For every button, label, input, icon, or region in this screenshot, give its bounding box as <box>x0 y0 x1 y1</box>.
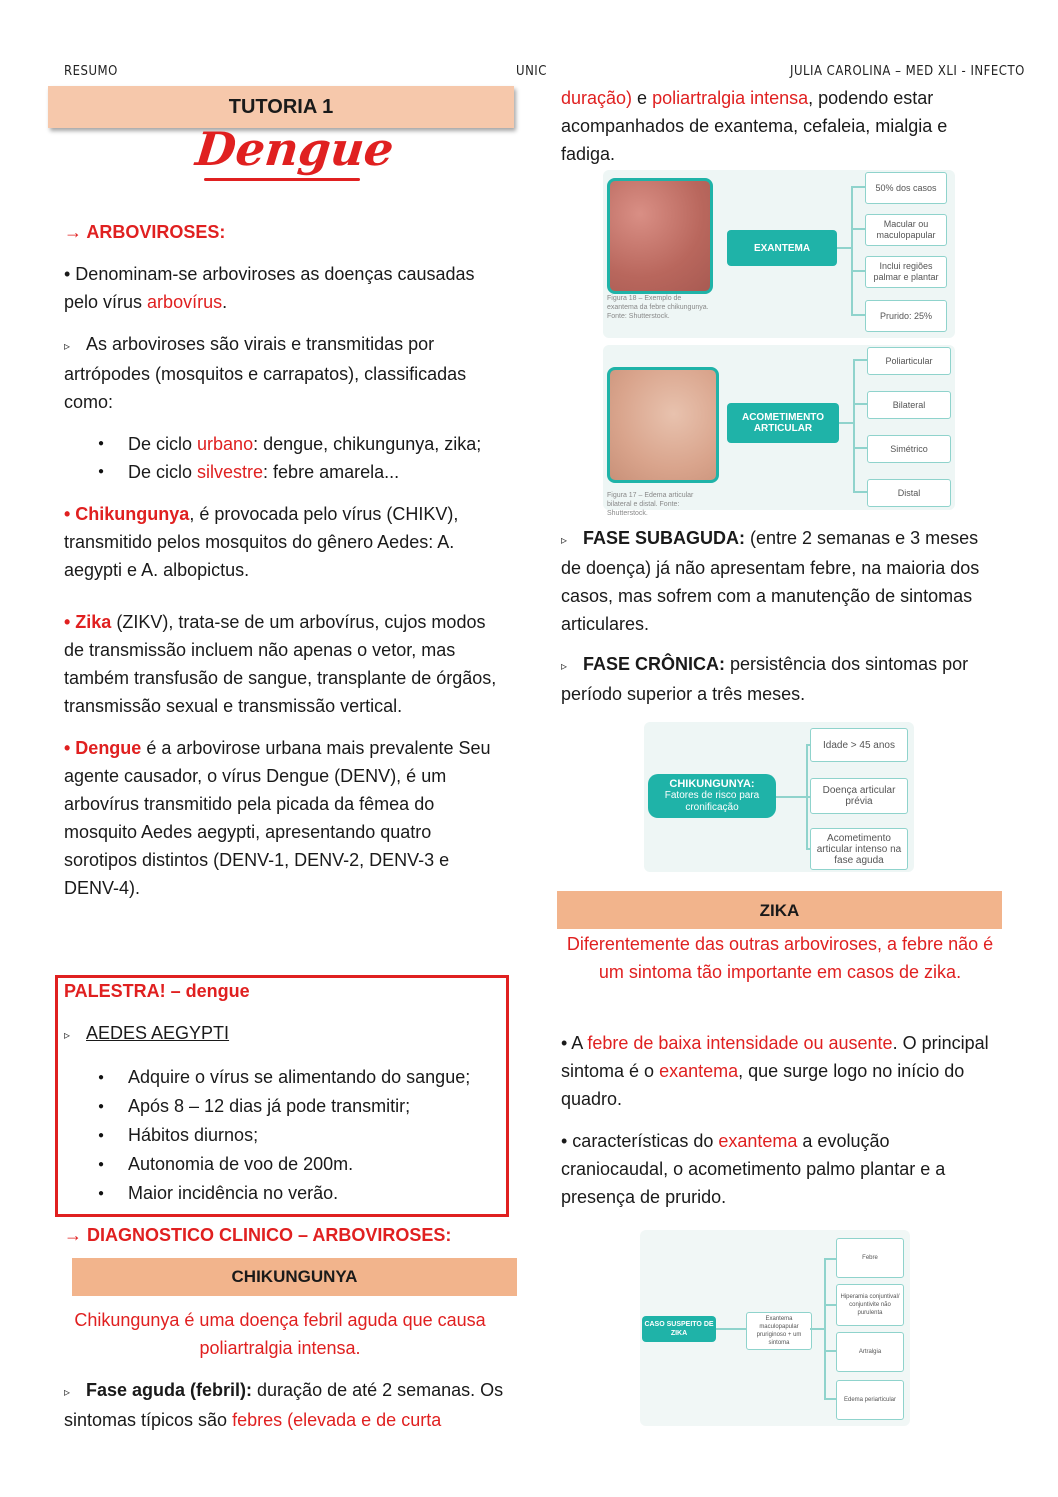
arboviroses-definition: • Denominam-se arboviroses as doenças causadas pelo vírus arbovírus. <box>64 264 475 312</box>
title-underline <box>204 178 360 181</box>
articular-node: ACOMETIMENTO ARTICULAR <box>727 403 839 443</box>
connector <box>851 228 865 230</box>
rash-photo <box>607 178 713 294</box>
diagnostico-heading: → DIAGNOSTICO CLINICO – ARBOVIROSES: <box>64 1225 452 1245</box>
connector <box>824 1258 826 1398</box>
figure-caption: Figura 18 – Exemplo de exantema da febre chikungunya. Fonte: Shutterstock. <box>607 295 709 320</box>
header-left: RESUMO <box>64 64 118 79</box>
list-item: ● Após 8 – 12 dias já pode transmitir; <box>64 1092 504 1121</box>
exantema-leaf: Prurido: 25% <box>865 300 947 332</box>
exantema-leaf: Inclui regiões palmar e plantar <box>865 256 947 288</box>
exantema-leaf: 50% dos casos <box>865 172 947 204</box>
figure-caption: Figura 17 – Edema articular bilateral e distal. Fonte: Shutterstock. <box>607 492 694 517</box>
connector <box>851 186 853 314</box>
zika-figure <box>640 1230 910 1426</box>
exantema-leaf: Macular ou maculopapular <box>865 214 947 246</box>
list-item: ● Maior incidência no verão. <box>64 1179 504 1208</box>
connector <box>853 403 867 405</box>
list-item: ● Hábitos diurnos; <box>64 1121 504 1150</box>
connector <box>853 359 867 361</box>
articular-leaf: Simétrico <box>867 435 951 463</box>
connector <box>839 422 853 424</box>
zika-fever-paragraph: • A febre de baixa intensidade ou ausente. O principal sintoma é o exantema, que surge logo no início do quadro. <box>561 1033 989 1109</box>
tutoria-banner: TUTORIA 1 <box>48 86 514 128</box>
chikungunya-risk-node: CHIKUNGUNYA: Fatores de risco para cronificação <box>648 774 776 818</box>
header-center: UNIC <box>516 64 547 79</box>
fase-aguda-paragraph: ▹ Fase aguda (febril): duração de até 2 semanas. Os sintomas típicos são febres (elevada e de curta <box>64 1380 504 1430</box>
feet-photo <box>607 367 719 483</box>
zika-leaf: Hiperamia conjuntival/ conjuntivite não purulenta <box>836 1284 904 1326</box>
zika-paragraph: • Zika (ZIKV), trata-se de um arbovírus, cujos modos de transmissão incluem não apenas o vetor, mas também transfusão de sangue, transplante de órgãos, transmissão sexual e transmissão vertical. <box>64 612 497 716</box>
zika-bar: ZIKA <box>557 891 1002 929</box>
list-item: ● De ciclo silvestre: febre amarela... <box>64 458 504 486</box>
connector <box>810 1328 824 1330</box>
zika-leaf: Edema periarticular <box>836 1380 904 1420</box>
articular-leaf: Distal <box>867 479 951 507</box>
articular-leaf: Bilateral <box>867 391 951 419</box>
fase-subaguda-paragraph: ▹ FASE SUBAGUDA: (entre 2 semanas e 3 meses de doença) já não apresentam febre, na maioria dos casos, mas sofrem com a manutenção de sintomas articulares. <box>561 528 980 634</box>
page-title: Dengue <box>193 122 397 176</box>
arboviroses-heading: → ARBOVIROSES: <box>64 222 226 242</box>
connector <box>824 1258 836 1260</box>
risk-leaf: Doença articular prévia <box>810 778 908 814</box>
fase-cronica-paragraph: ▹ FASE CRÔNICA: persistência dos sintomas por período superior a três meses. <box>561 654 969 704</box>
arboviroses-classification: ▹ As arboviroses são virais e transmitidas por artrópodes (mosquitos e carrapatos), classificadas como: <box>64 334 467 412</box>
zika-mid-node: Exantema maculopapular pruriginoso + um sintoma <box>746 1312 812 1350</box>
zika-exantema-paragraph: • características do exantema a evolução craniocaudal, o acometimento palmo plantar e a presença de prurido. <box>561 1131 946 1207</box>
zika-leaf: Artralgia <box>836 1332 904 1372</box>
list-item: ● Autonomia de voo de 200m. <box>64 1150 504 1179</box>
zika-leaf: Febre <box>836 1238 904 1278</box>
exantema-node: EXANTEMA <box>727 230 837 266</box>
list-item: ● De ciclo urbano: dengue, chikungunya, zika; <box>64 430 504 458</box>
cronificacao-figure <box>644 722 914 872</box>
list-item: ● Adquire o vírus se alimentando do sangue; <box>64 1063 504 1092</box>
zika-case-node: CASO SUSPEITO DE ZIKA <box>642 1316 716 1342</box>
connector <box>824 1398 836 1400</box>
dengue-paragraph: • Dengue é a arbovirose urbana mais prevalente Seu agente causador, o vírus Dengue (DENV), é um arbovírus transmitido pela picada da fêmea do mosquito Aedes aegypti, apresentando quatro sorotipos distintos (DENV-1, DENV-2, DENV-3 e DENV-4). <box>64 738 491 898</box>
connector <box>853 359 855 491</box>
connector <box>851 270 865 272</box>
connector <box>776 796 806 798</box>
chikungunya-bar: CHIKUNGUNYA <box>72 1258 517 1296</box>
palestra-title: PALESTRA! – dengue <box>64 981 250 1001</box>
exantema-figure <box>603 170 955 338</box>
risk-leaf: Acometimento articular intenso na fase aguda <box>810 828 908 870</box>
connector <box>853 491 867 493</box>
connector <box>837 247 851 249</box>
articular-figure <box>603 345 955 517</box>
connector <box>853 447 867 449</box>
articular-leaf: Poliarticular <box>867 347 951 375</box>
chikungunya-definition: Chikungunya é uma doença febril aguda que causa poliartralgia intensa. <box>74 1310 486 1358</box>
palestra-list <box>64 1063 504 1208</box>
zika-definition: Diferentemente das outras arboviroses, a febre não é um sintoma tão importante em casos de zika. <box>566 934 994 982</box>
risk-leaf: Idade > 45 anos <box>810 728 908 762</box>
palestra-subtitle: ▹ AEDES AEGYPTI <box>64 1023 230 1043</box>
chik-continuation: duração) e poliartralgia intensa, podendo estar acompanhados de exantema, cefaleia, mialgia e fadiga. <box>561 88 948 164</box>
header-right: JULIA CAROLINA – MED XLI - INFECTO <box>790 64 1025 79</box>
connector <box>824 1304 836 1306</box>
connector <box>851 186 865 188</box>
connector <box>716 1328 746 1330</box>
chikungunya-paragraph: • Chikungunya, é provocada pelo vírus (CHIKV), transmitido pelos mosquitos do gênero Aedes: A. aegypti e A. albopictus. <box>64 504 459 580</box>
connector <box>851 314 865 316</box>
connector <box>824 1350 836 1352</box>
